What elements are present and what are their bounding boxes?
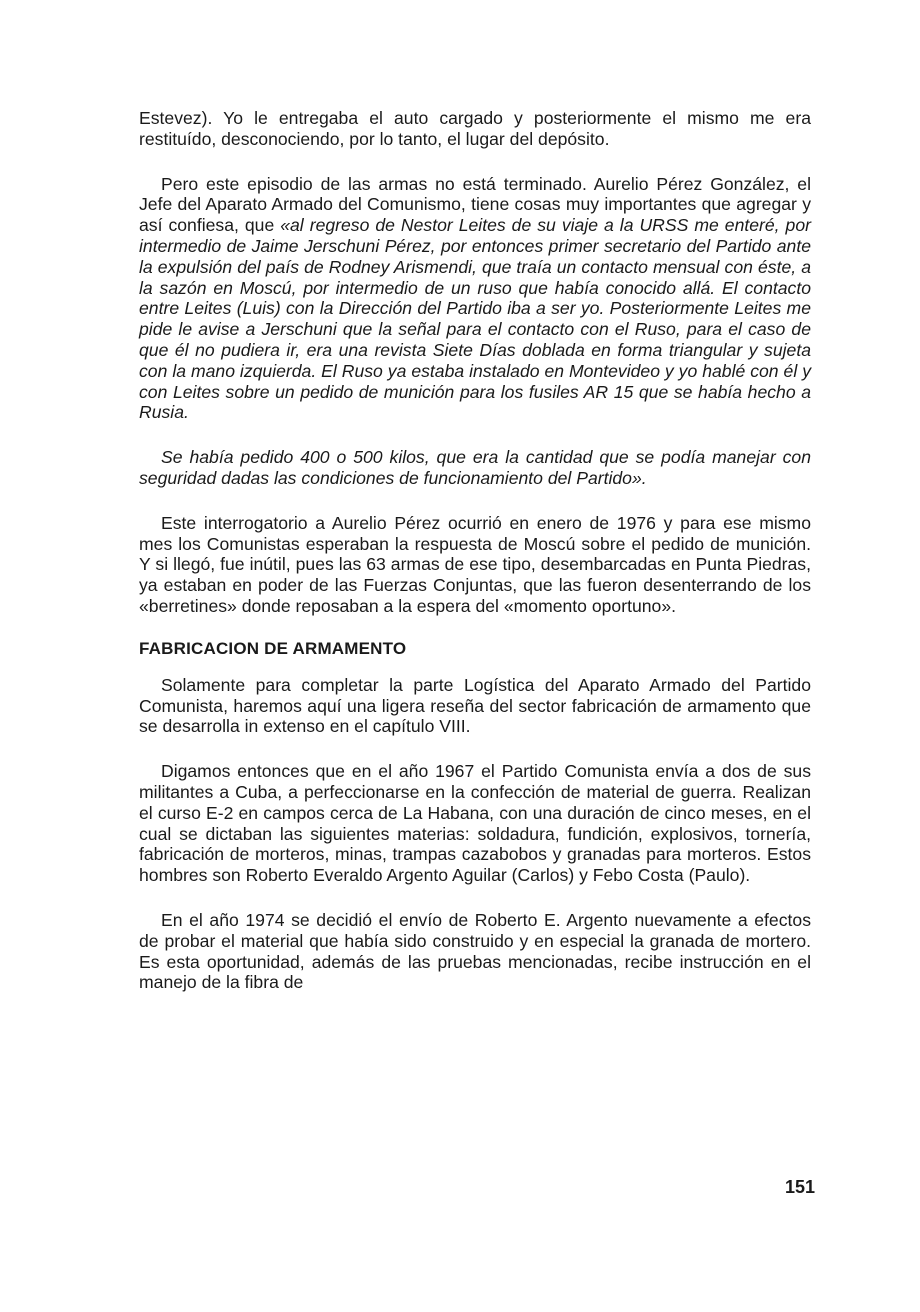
page-body xyxy=(139,108,811,1017)
paragraph-interrogation: Este interrogatorio a Aurelio Pérez ocurrió en enero de 1976 y para ese mismo mes los Comunistas esperaban la respuesta de Moscú sobre el pedido de munición. Y si llegó, fue inútil, pues las 63 armas de ese tipo, desembarcadas en Punta Piedras, ya estaban en poder de las Fuerzas Conjuntas, que las fueron desenterrando de los «berretines» donde reposaban a la espera del «momento oportuno». xyxy=(139,512,811,616)
quoted-confession: «al regreso de Nestor Leites de su viaje a la URSS me enteré, por intermedio de Jaime Jerschuni Pérez, por entonces primer secretario del Partido ante la expulsión del país de Rodney Arismendi, que traía un contacto mensual con éste, a la sazón en Moscú, por intermedio de un ruso que había conocido allá. El contacto entre Leites (Luis) con la Dirección del Partido iba a ser yo. Posteriormente Leites me pide le avise a Jerschuni que la señal para el contacto con el Ruso, para el caso de que él no pudiera ir, era una revista Siete Días doblada en forma triangular y sujeta con la mano izquierda. El Ruso ya estaba instalado en Montevideo y yo hablé con él y con Leites sobre un pedido de munición para los fusiles AR 15 que se había hecho a Rusia. xyxy=(139,215,811,423)
quoted-confession-end: Se había pedido 400 o 500 kilos, que era la cantidad que se podía manejar con seguridad dadas las condiciones de funcionamiento del Partido». xyxy=(139,447,811,488)
paragraph-continuation: Estevez). Yo le entregaba el auto cargado y posteriormente el mismo me era restituído, desconociendo, por lo tanto, el lugar del depósito. xyxy=(139,108,811,149)
paragraph-arms-episode-text: Pero este episodio de las armas no está terminado. Aurelio Pérez González, el Jefe del Aparato Armado del Comunismo, tiene cosas muy importantes que agregar y así confiesa, que xyxy=(139,173,811,236)
page-number: 151 xyxy=(785,1177,816,1197)
paragraph-logistics: Solamente para completar la parte Logística del Aparato Armado del Partido Comunista, haremos aquí una ligera reseña del sector fabricación de armamento que se desarrolla in extenso en el capítulo VIII. xyxy=(139,674,811,737)
paragraph-1974-trip: En el año 1974 se decidió el envío de Roberto E. Argento nuevamente a efectos de probar el material que había sido construido y en especial la granada de mortero. Es esta oportunidad, además de las pruebas mencionadas, recibe instrucción en el manejo de la fibra de xyxy=(139,909,811,993)
paragraph-cuba-training: Digamos entonces que en el año 1967 el Partido Comunista envía a dos de sus militantes a Cuba, a perfeccionarse en la confección de material de guerra. Realizan el curso E-2 en campos cerca de La Habana, con una duración de cinco meses, en el cual se dictaban las siguientes materias: soldadura, fundición, explosivos, tornería, fabricación de morteros, minas, trampas cazabobos y granadas para morteros. Estos hombres son Roberto Everaldo Argento Aguilar (Carlos) y Febo Costa (Paulo). xyxy=(139,761,811,886)
paragraph-arms-episode xyxy=(139,174,811,424)
section-heading: FABRICACION DE ARMAMENTO xyxy=(139,638,407,658)
